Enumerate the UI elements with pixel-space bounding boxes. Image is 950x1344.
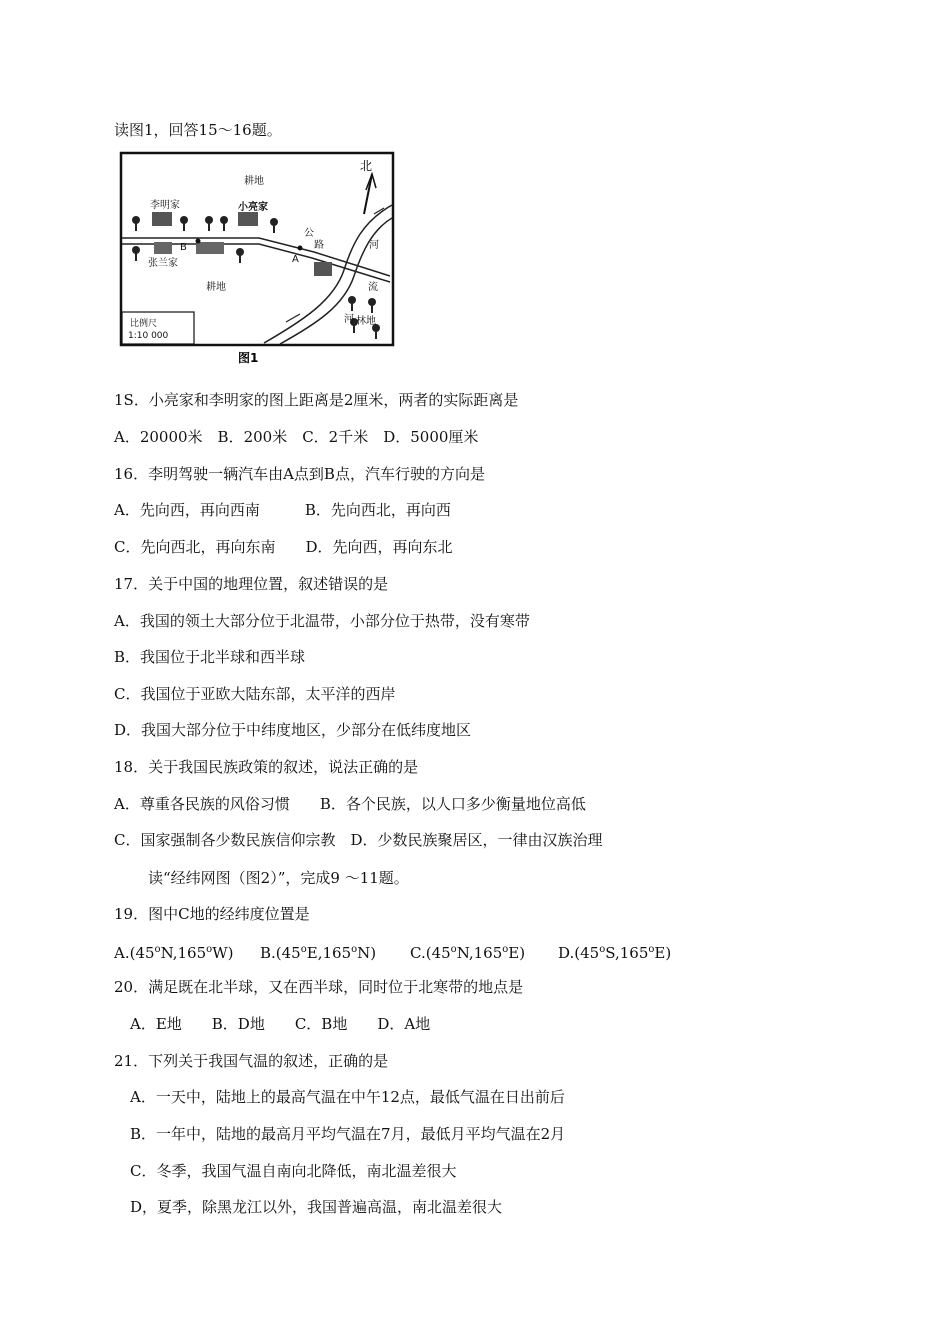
xiaoliang-home-label: 小亮家	[238, 202, 268, 213]
q17-option-d: D．我国大部分位于中纬度地区，少部分在低纬度地区	[114, 721, 472, 739]
liming-home-label: 李明家	[150, 200, 180, 211]
river-label-3: 河	[344, 314, 354, 325]
scale-value: 1:10 000	[128, 331, 169, 341]
q18-stem: 18．关于我国民族政策的叙述，说法正确的是	[114, 758, 419, 776]
q18-options-cd: C．国家强制各少数民族信仰宗教 D．少数民族聚居区，一律由汉族治理	[114, 831, 603, 849]
q17-stem: 17．关于中国的地理位置，叙述错误的是	[114, 575, 389, 593]
figure-caption: 图1	[238, 351, 259, 365]
q19-option-c: C.(45$^o$N,165$^o$E)	[410, 944, 526, 962]
q19-option-d: D.(45$^o$S,165$^o$E)	[558, 944, 672, 962]
q17-option-a: A．我国的领土大部分位于北温带，小部分位于热带，没有寒带	[114, 612, 530, 630]
farmland-top-label: 耕地	[244, 176, 264, 187]
q19-option-a: A.(45$^o$N,165$^o$W)	[114, 944, 234, 962]
q21-option-c: C．冬季，我国气温自南向北降低，南北温差很大	[130, 1162, 457, 1180]
scale-title: 比例尺	[130, 319, 158, 329]
q15-options: A．20000米 B．200米 C．2千米 D．5000厘米	[114, 428, 479, 446]
q17-option-b: B．我国位于北半球和西半球	[114, 648, 306, 666]
q21-stem: 21．下列关于我国气温的叙述，正确的是	[114, 1052, 389, 1070]
q16-stem: 16．李明驾驶一辆汽车由A点到B点，汽车行驶的方向是	[114, 465, 485, 483]
road-label-1: 公	[304, 228, 314, 239]
farmland-bottom-label: 耕地	[206, 282, 226, 293]
xiaoliang-house	[238, 212, 258, 226]
q21-option-b: B．一年中，陆地的最高月平均气温在7月，最低月平均气温在2月	[130, 1125, 566, 1143]
intro-text: 读图1，回答15～16题。	[114, 121, 282, 139]
zhanglan-house	[154, 242, 172, 254]
q19-stem: 19．图中C地的经纬度位置是	[114, 905, 310, 923]
river-label-1: 河	[369, 240, 379, 251]
q16-options-cd: C．先向西北，再向东南 D．先向西，再向东北	[114, 538, 453, 556]
road-label-2: 路	[314, 240, 324, 251]
q21-option-d: D，夏季，除黑龙江以外，我国普遍高温，南北温差很大	[130, 1198, 503, 1216]
north-label: 北	[360, 159, 373, 173]
q19-option-b: B.(45$^o$E,165$^o$N)	[260, 944, 377, 962]
read-figure-2-instruction: 读“经纬网图（图2）”，完成9 ～11题。	[148, 869, 409, 887]
river-label-2: 流	[368, 282, 378, 293]
q20-stem: 20．满足既在北半球，又在西半球，同时位于北寒带的地点是	[114, 978, 524, 996]
figure-1-map	[114, 150, 396, 366]
forest-label: 林地	[356, 316, 376, 327]
zhanglan-home-label: 张兰家	[148, 258, 178, 269]
q20-options: A．E地 B．D地 C．B地 D．A地	[130, 1015, 431, 1033]
q18-options-ab: A．尊重各民族的风俗习惯 B．各个民族，以人口多少衡量地位高低	[114, 795, 586, 813]
q21-option-a: A．一天中，陆地上的最高气温在中午12点，最低气温在日出前后	[130, 1088, 565, 1106]
point-a-label: A	[292, 254, 299, 265]
liming-house	[152, 212, 172, 226]
q16-options-ab: A．先向西，再向西南 B．先向西北，再向西	[114, 501, 451, 519]
q17-option-c: C．我国位于亚欧大陆东部，太平洋的西岸	[114, 685, 396, 703]
q15-stem: 1S．小亮家和李明家的图上距离是2厘米，两者的实际距离是	[114, 391, 519, 409]
point-b-label: B	[180, 242, 187, 253]
